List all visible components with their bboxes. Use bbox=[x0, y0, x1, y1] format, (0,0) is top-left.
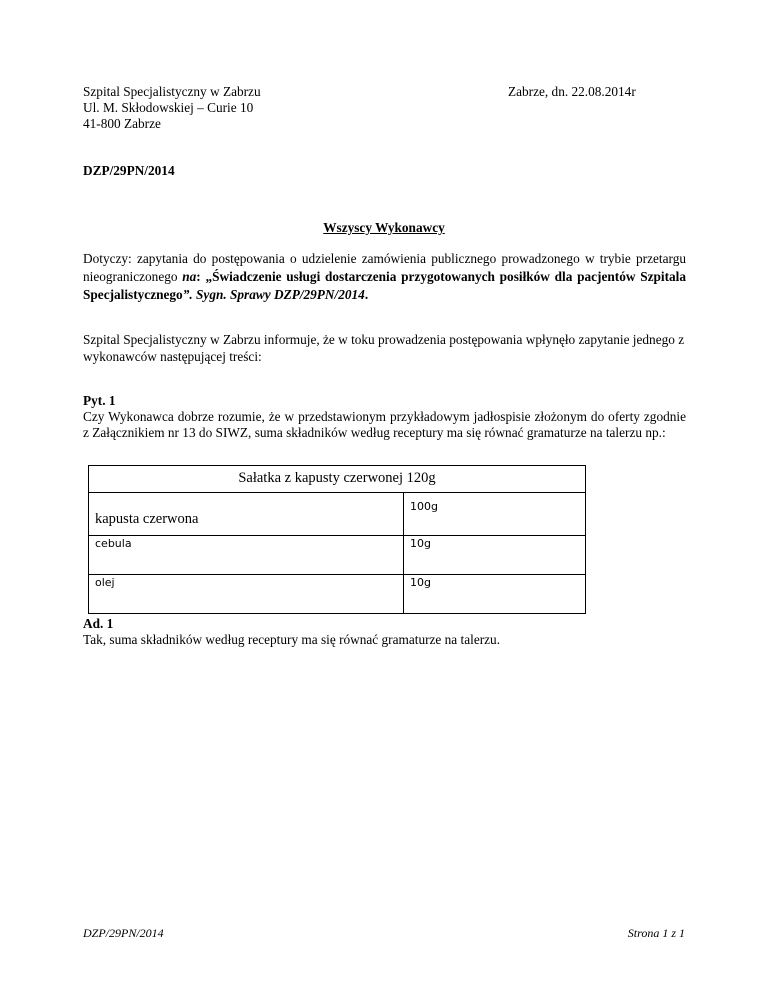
recipe-table bbox=[88, 465, 586, 614]
table-row bbox=[89, 575, 586, 614]
ingredient-amount: 10g bbox=[404, 575, 586, 614]
subject-text-3: : „Świadczenie usługi dostarczenia przygotowanych posiłków dla pacjentów Szpitala Specjalistycznego bbox=[83, 269, 686, 302]
ingredient-amount: 100g bbox=[404, 493, 586, 536]
sender-street: Ul. M. Skłodowskiej – Curie 10 bbox=[83, 100, 254, 115]
addressee-heading: Wszyscy Wykonawcy bbox=[323, 220, 445, 235]
footer-page-number: Strona 1 z 1 bbox=[627, 926, 685, 940]
subject-paragraph bbox=[83, 250, 686, 304]
subject-text-2: na bbox=[182, 269, 197, 284]
reference-number: DZP/29PN/2014 bbox=[83, 163, 175, 178]
subject-text-4: ”. Sygn. Sprawy DZP/29PN/2014 bbox=[182, 287, 365, 302]
ingredient-name: olej bbox=[89, 575, 404, 614]
sender-city: 41-800 Zabrze bbox=[83, 116, 161, 131]
ingredient-amount: 10g bbox=[404, 536, 586, 575]
question-body: Czy Wykonawca dobrze rozumie, że w przedstawionym przykładowym jadłospisie złożonym do oferty zgodnie z Załącznikiem nr 13 do SIWZ, suma składników według receptury ma się równać gramaturze na talerzu np.: bbox=[83, 409, 686, 440]
table-row bbox=[89, 536, 586, 575]
footer-reference: DZP/29PN/2014 bbox=[83, 926, 164, 940]
answer-title: Ad. 1 bbox=[83, 616, 114, 631]
sender-name: Szpital Specjalistyczny w Zabrzu bbox=[83, 84, 261, 99]
question-title: Pyt. 1 bbox=[83, 393, 116, 408]
answer-body: Tak, suma składników według receptury ma się równać gramaturze na talerzu. bbox=[83, 632, 501, 647]
sender-address bbox=[83, 84, 261, 132]
recipe-caption: Sałatka z kapusty czerwonej 120g bbox=[89, 466, 586, 493]
subject-text-1: Dotyczy: zapytania do postępowania o udzielenie zamówienia publicznego prowadzonego w trybie przetargu nieograniczonego bbox=[83, 251, 686, 284]
recipe-caption-row bbox=[89, 466, 586, 493]
date-line: Zabrze, dn. 22.08.2014r bbox=[508, 84, 636, 99]
intro-paragraph: Szpital Specjalistyczny w Zabrzu informuje, że w toku prowadzenia postępowania wpłynęło zapytanie jednego z wykonawców następującej treści: bbox=[83, 332, 685, 364]
ingredient-name: cebula bbox=[89, 536, 404, 575]
subject-text-5: . bbox=[364, 287, 369, 302]
table-row bbox=[89, 493, 586, 536]
ingredient-name: kapusta czerwona bbox=[89, 493, 404, 536]
